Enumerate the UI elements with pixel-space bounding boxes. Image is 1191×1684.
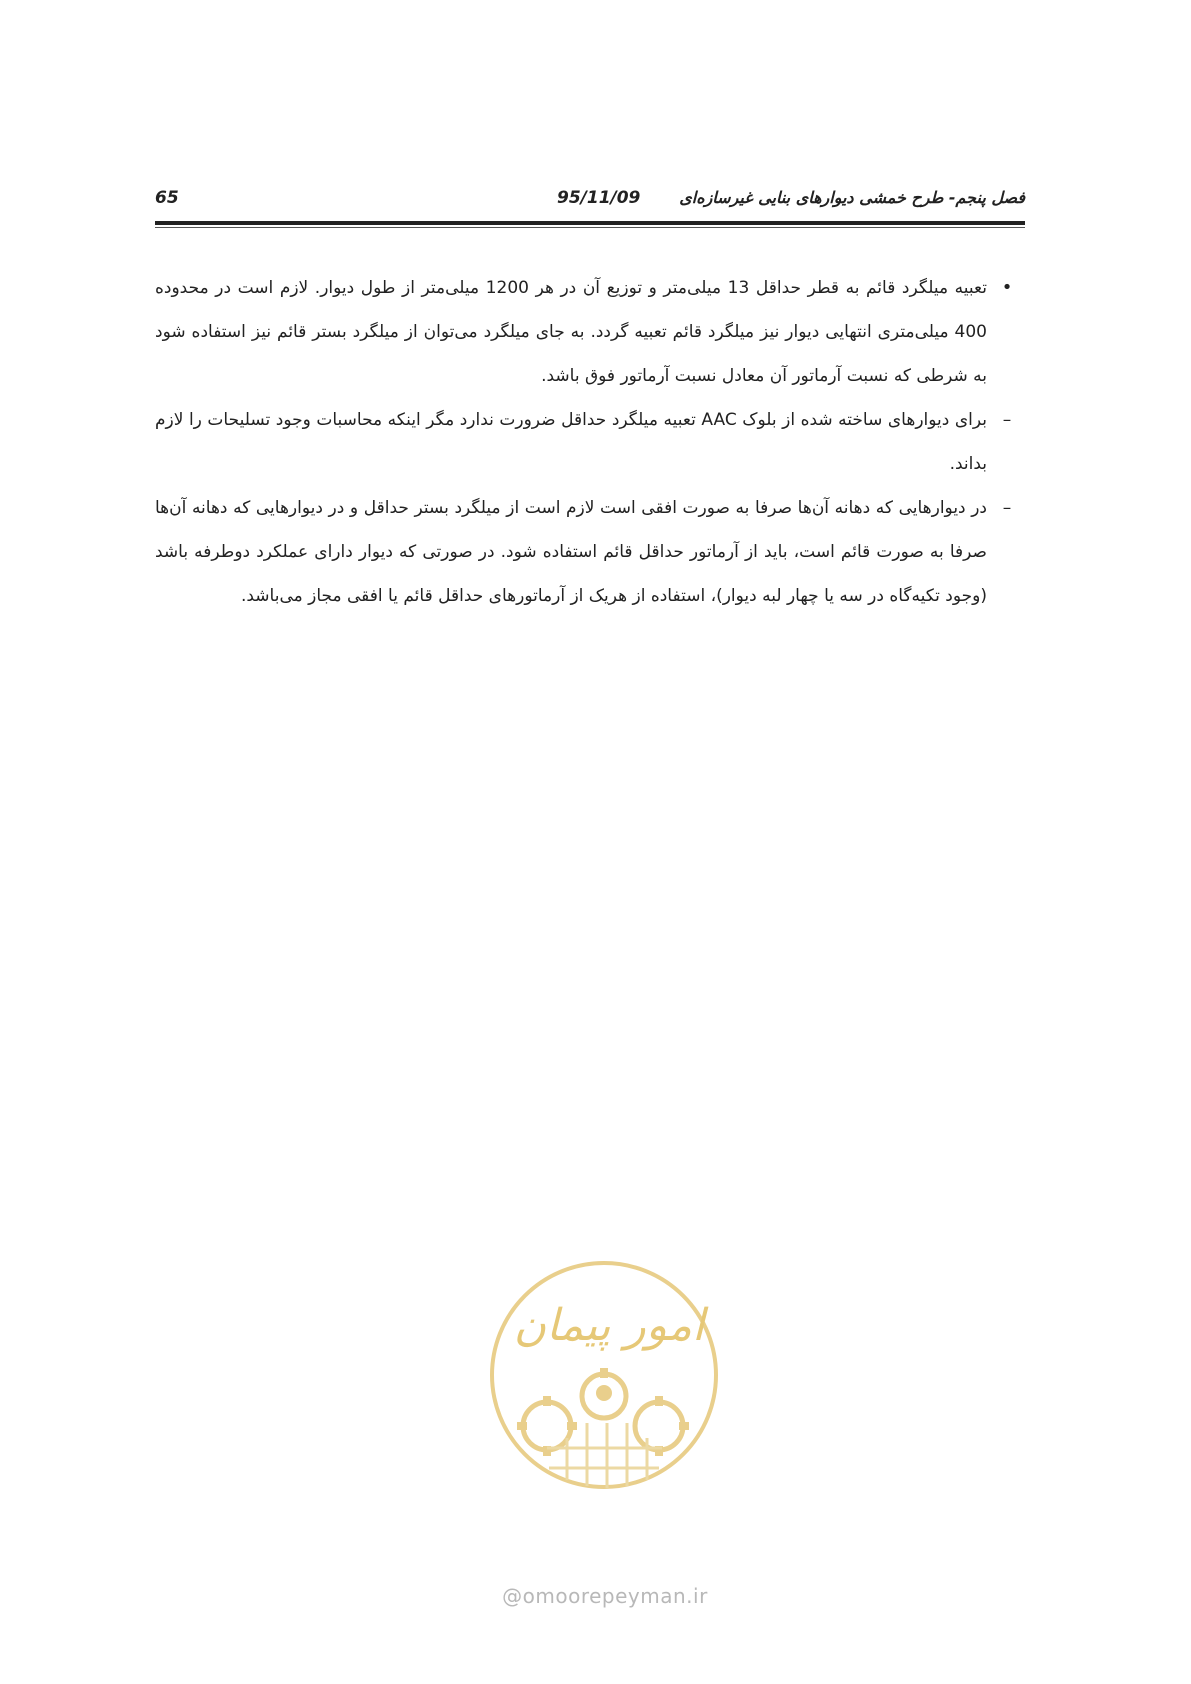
list-item	[155, 398, 1025, 486]
chapter-title: فصل پنجم- طرح خمشی دیوارهای بنایی غیرسازه‌ای	[679, 188, 1025, 207]
list-item	[155, 266, 1025, 398]
header-bar	[155, 188, 1025, 212]
list-item-text: برای دیوارهای ساخته شده از بلوک AAC تعبیه میلگرد حداقل ضرورت ندارد مگر اینکه محاسبات وجود تسلیحات را لازم بداند.	[155, 410, 987, 474]
body-content	[155, 266, 1025, 618]
header-rule-thick	[155, 221, 1025, 225]
list-item-text: در دیوارهایی که دهانه آن‌ها صرفا به صورت افقی است لازم است از میلگرد بستر حداقل و در دیوارهایی که دهانه آن‌ها صرفا به صورت قائم است، باید از آرماتور حداقل قائم استفاده شود. در صورتی که دیوار دارای عملکرد دوطرفه باشد (وجود تکیه‌گاه در سه یا چهار لبه دیوار)، استفاده از هریک از آرماتورهای حداقل قائم یا افقی مجاز می‌باشد.	[155, 498, 987, 606]
dash-marker: –	[1002, 410, 1012, 430]
list-item	[155, 486, 1025, 618]
watermark-logo-text: امور پیمان	[513, 1300, 705, 1351]
page-number: 65	[155, 188, 179, 208]
watermark-handle: @omoorepeyman.ir	[502, 1584, 708, 1608]
watermark-seal-icon	[487, 1258, 722, 1493]
dash-marker: –	[1002, 498, 1012, 518]
header-date: 95/11/09	[557, 188, 641, 208]
bullet-marker: •	[1001, 277, 1013, 298]
list-item-text: تعبیه میلگرد قائم به قطر حداقل 13 میلی‌متر و توزیع آن در هر 1200 میلی‌متر از طول دیوار. لازم است در محدوده 400 میلی‌متری انتهایی دیوار نیز میلگرد قائم تعبیه گردد. به جای میلگرد می‌توان از میلگرد بستر قائم نیز استفاده شود به شرطی که نسبت آرماتور آن معادل نسبت آرماتور فوق باشد.	[155, 278, 987, 386]
header-rule-thin	[155, 227, 1025, 228]
